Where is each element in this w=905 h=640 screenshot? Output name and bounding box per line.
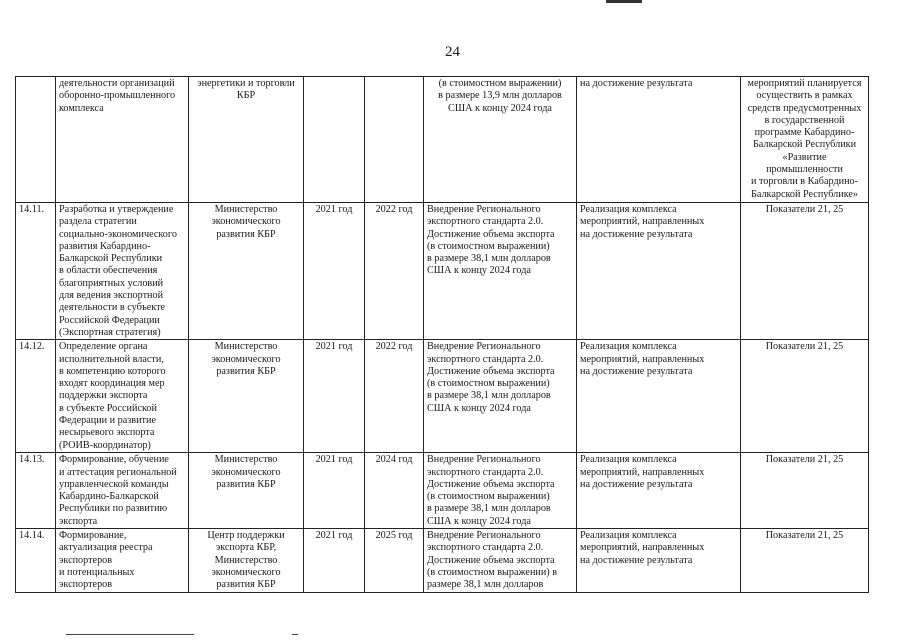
table-row xyxy=(16,529,869,592)
cell-end xyxy=(365,77,424,203)
cell-responsible: Министерство экономического развития КБР xyxy=(189,203,304,340)
cell-name: Формирование, актуализация реестра экспортеров и потенциальных экспортеров xyxy=(56,529,189,592)
cell-name: деятельности организаций оборонно-промышленного комплекса xyxy=(56,77,189,203)
cell-name: Определение органа исполнительной власти, в компетенцию которого входят координация мер поддержки экспорта в субъекте Российской Федерации и развитие несырьевого экспорта (РОИВ-координатор) xyxy=(56,340,189,453)
cell-num xyxy=(16,77,56,203)
cell-indicators: Показатели 21, 25 xyxy=(741,453,869,529)
cell-measure: Реализация комплекса мероприятий, направленных на достижение результата xyxy=(577,340,741,453)
footnote-rule xyxy=(66,634,194,635)
cell-measure: Реализация комплекса мероприятий, направленных на достижение результата xyxy=(577,453,741,529)
cell-indicators: Показатели 21, 25 xyxy=(741,340,869,453)
cell-num: 14.12. xyxy=(16,340,56,453)
cell-indicators: мероприятий планируется осуществить в рамках средств предусмотренных в государственной программе Кабардино- Балкарской Республики «Развитие промышленности и торговли в Кабардино- Балкарской Республике» xyxy=(741,77,869,203)
cell-result: Внедрение Регионального экспортного стандарта 2.0. Достижение объема экспорта (в стоимостном выражении) в размере 38,1 млн долларов США к концу 2024 года xyxy=(424,340,577,453)
cell-responsible: Министерство экономического развития КБР xyxy=(189,453,304,529)
cell-measure: Реализация комплекса мероприятий, направленных на достижение результата xyxy=(577,203,741,340)
cell-name: Формирование, обучение и аттестация региональной управленческой команды Кабардино-Балкарской Республики по развитию экспорта xyxy=(56,453,189,529)
cell-start: 2021 год xyxy=(304,203,365,340)
cell-end: 2022 год xyxy=(365,340,424,453)
cell-result: Внедрение Регионального экспортного стандарта 2.0. Достижение объема экспорта (в стоимостном выражении) в размере 38,1 млн долларов США к концу 2024 года xyxy=(424,453,577,529)
cell-measure: Реализация комплекса мероприятий, направленных на достижение результата xyxy=(577,529,741,592)
measures-table xyxy=(15,76,869,593)
cell-result: Внедрение Регионального экспортного стандарта 2.0. Достижение объема экспорта (в стоимостном выражении) в размере 38,1 млн долларов xyxy=(424,529,577,592)
cell-indicators: Показатели 21, 25 xyxy=(741,203,869,340)
cell-end: 2022 год xyxy=(365,203,424,340)
cell-measure: на достижение результата xyxy=(577,77,741,203)
table-row xyxy=(16,340,869,453)
cell-name: Разработка и утверждение раздела стратегии социально-экономического развития Кабардино- Балкарской Республики в области обеспечения благоприятных условий для ведения экспортной деятельности в субъекте Российской Федерации (Экспортная стратегия) xyxy=(56,203,189,340)
cell-num: 14.11. xyxy=(16,203,56,340)
footnote-rule-short xyxy=(292,634,298,635)
page-number: 24 xyxy=(445,44,460,60)
top-edge-mark xyxy=(606,0,642,3)
cell-end: 2025 год xyxy=(365,529,424,592)
cell-responsible: энергетики и торговли КБР xyxy=(189,77,304,203)
cell-start: 2021 год xyxy=(304,453,365,529)
cell-result: (в стоимостном выражении) в размере 13,9 млн долларов США к концу 2024 года xyxy=(424,77,577,203)
cell-indicators: Показатели 21, 25 xyxy=(741,529,869,592)
cell-start: 2021 год xyxy=(304,529,365,592)
table-row-continuation xyxy=(16,77,869,203)
cell-responsible: Министерство экономического развития КБР xyxy=(189,340,304,453)
cell-num: 14.13. xyxy=(16,453,56,529)
cell-result: Внедрение Регионального экспортного стандарта 2.0. Достижение объема экспорта (в стоимостном выражении) в размере 38,1 млн долларов США к концу 2024 года xyxy=(424,203,577,340)
cell-end: 2024 год xyxy=(365,453,424,529)
table-row xyxy=(16,453,869,529)
cell-start: 2021 год xyxy=(304,340,365,453)
cell-responsible: Центр поддержки экспорта КБР, Министерство экономического развития КБР xyxy=(189,529,304,592)
table-row xyxy=(16,203,869,340)
cell-num: 14.14. xyxy=(16,529,56,592)
cell-start xyxy=(304,77,365,203)
